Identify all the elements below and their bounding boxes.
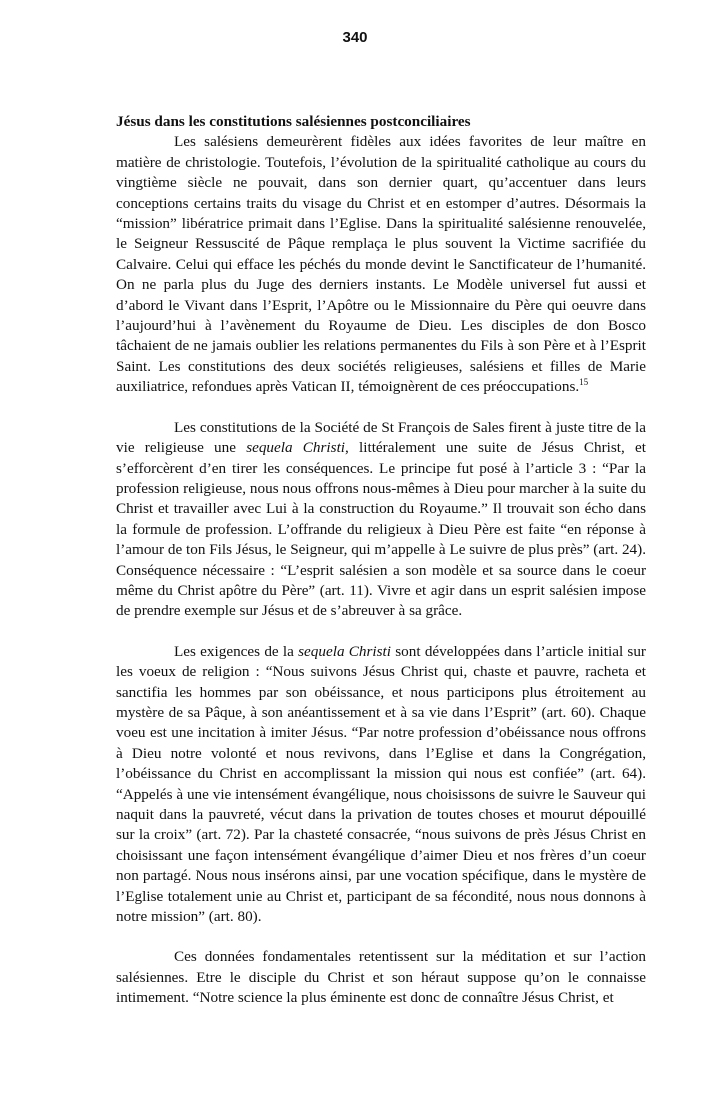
paragraph-4-text: Ces données fondamentales retentissent sur la méditation et sur l’action salésiennes. Etre le disciple du Christ et son héraut suppose qu’on le connaisse intimement. “Notre science la plus éminente est donc de connaître Jésus Christ, et (116, 948, 646, 1007)
paragraph-2-italic-term: sequela Christi (246, 439, 346, 457)
paragraph-1-text: Les salésiens demeurèrent fidèles aux idées favorites de leur maître en matière de christologie. Toutefois, l’évolution de la spiritualité catholique au cours du vingtième siècle ne pouvait, dans son dernier quart, qu’accentuer dans leurs conceptions certains traits du visage du Christ et en estomper d’autres. Désormais la “mission” libératrice primait dans l’Eglise. Dans la spiritualité salésienne renouvelée, le Seigneur Ressuscité de Pâque remplaça le plus souvent la Victime sacrifiée du Calvaire. Celui qui efface les péchés du monde devint le Sanctificateur de l’humanité. On ne parla plus du Juge des derniers instants. Le Modèle universel fut aussi et d’abord le Vivant dans l’Esprit, l’Apôtre ou le Missionnaire du Père qui oeuvre dans l’aujourd’hui à l’avènement du Royaume de Dieu. Les disciples de don Bosco tâchaient de ne jamais oublier les relations permanentes du Fils à son Père et à l’Esprit Saint. Les constitutions des deux sociétés religieuses, salésiens et filles de Marie auxiliatrice, refondues après Vatican II, témoignèrent de ces préoccupations. (116, 133, 646, 396)
section-heading: Jésus dans les constitutions salésiennes postconciliaires (116, 113, 471, 130)
paragraph-3-text-start: Les exigences de la (174, 642, 299, 660)
page-body (116, 112, 646, 1009)
paragraph-3 (116, 642, 646, 928)
paragraph-3-italic-term: sequela Christi (298, 642, 391, 660)
paragraph-2-text-start: Les constitutions de la Société de St François de Sales firent à juste titre de la vie religieuse une (116, 418, 646, 457)
paragraph-2-text-end: , littéralement une suite de Jésus Christ, et s’efforcèrent d’en tirer les conséquences. Le principe fut posé à l’article 3 : “Par la profession religieuse, nous nous offrons nous-mêmes à Dieu pour marcher à la suite du Christ et travailler avec Lui à la construction du Royaume.” Il trouvait son écho dans la formule de profession. L’offrande du religieux à Dieu Père est faite “en réponse à l’amour de ton Fils Jésus, le Seigneur, qui m’appelle à Le suivre de plus près” (art. 24). Conséquence nécessaire : “L’esprit salésien a son modèle et sa source dans le coeur même du Christ apôtre du Père” (art. 11). Vivre et agir dans un esprit salésien impose de prendre exemple sur Jésus et de s’abreuver à sa grâce. (116, 439, 646, 620)
footnote-marker: 15 (579, 377, 589, 388)
paragraph-4 (116, 947, 646, 1008)
paragraph-1 (116, 132, 646, 397)
paragraph-2 (116, 418, 646, 622)
paragraph-3-text-end: sont développées dans l’article initial sur les voeux de religion : “Nous suivons Jésus Christ qui, chaste et pauvre, racheta et sanctifia les hommes par son obéissance, et nous participons plus étroitement au mystère de sa Pâque, à son anéantissement et à sa vie dans l’Esprit” (art. 60). Chaque voeu est une incitation à imiter Jésus. “Par notre profession d’obéissance nous offrons à Dieu notre volonté et nous revivons, dans l’Eglise et dans la Congrégation, l’obéissance du Christ en accomplissant la mission qui nous est confiée” (art. 64). “Appelés à une vie intensément évangélique, nous choisissons de suivre le Sauveur qui naquit dans la pauvreté, vécut dans la privation de toutes choses et mourut dépouillé sur la croix” (art. 72). Par la chasteté consacrée, “nous suivons de près Jésus Christ en choisissant une façon intensément évangélique d’aimer Dieu et nos frères d’un coeur non partagé. Nous nous insérons ainsi, par une vocation spécifique, dans le mystère de l’Eglise totalement unie au Christ et, participant de sa fécondité, nous nous donnons à notre mission” (art. 80). (116, 642, 646, 926)
page-number: 340 (342, 29, 368, 46)
